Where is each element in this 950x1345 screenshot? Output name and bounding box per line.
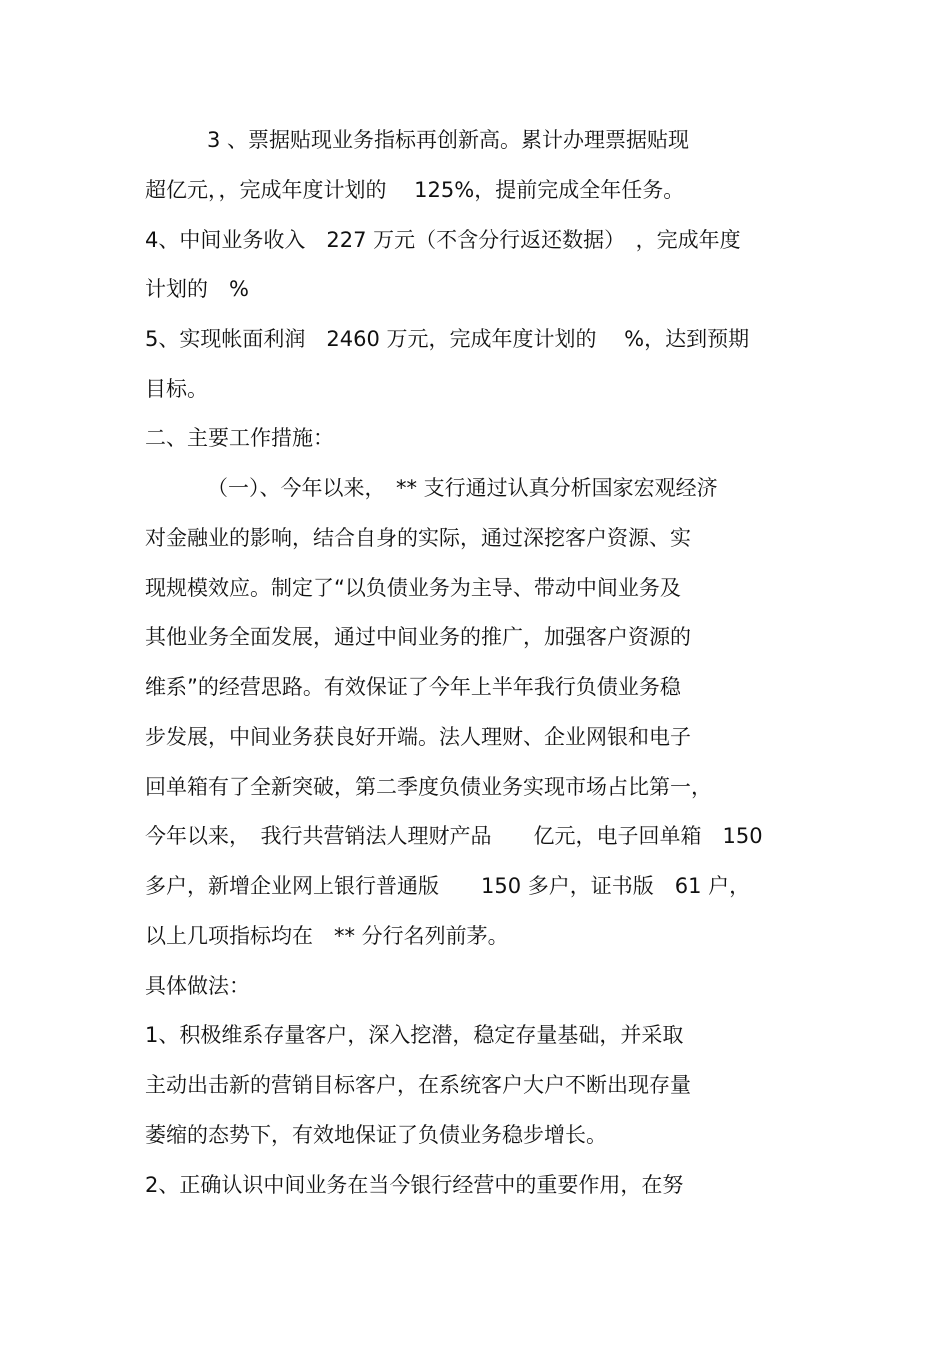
- text-line: 3 、票据贴现业务指标再创新高。累计办理票据贴现: [207, 128, 690, 152]
- text-line: 步发展，中间业务获良好开端。法人理财、企业网银和电子: [145, 725, 691, 749]
- text-line: 2、正确认识中间业务在当今银行经营中的重要作用，在努: [145, 1173, 684, 1197]
- text-line: 1、积极维系存量客户，深入挖潜，稳定存量基础，并采取: [145, 1023, 684, 1047]
- text-line: 主动出击新的营销目标客户，在系统客户大户不断出现存量: [145, 1073, 691, 1097]
- text-line: 目标。: [145, 377, 208, 401]
- text-line: 计划的 %: [145, 277, 249, 301]
- text-line: 具体做法：: [145, 974, 250, 998]
- text-line: 多户，新增企业网上银行普通版 150 多户，证书版 61 户，: [145, 874, 751, 898]
- text-line: 现规模效应。制定了“以负债业务为主导、带动中间业务及: [145, 576, 681, 600]
- text-line: 对金融业的影响，结合自身的实际，通过深挖客户资源、实: [145, 526, 691, 550]
- text-line: （一）、今年以来， ** 支行通过认真分析国家宏观经济: [207, 476, 718, 500]
- text-line: 以上几项指标均在 ** 分行名列前茅。: [145, 924, 509, 948]
- text-line: 萎缩的态势下，有效地保证了负债业务稳步增长。: [145, 1123, 607, 1147]
- text-line: 其他业务全面发展，通过中间业务的推广，加强客户资源的: [145, 625, 691, 649]
- text-line: 维系”的经营思路。有效保证了今年上半年我行负债业务稳: [145, 675, 681, 699]
- text-line: 今年以来， 我行共营销法人理财产品 亿元，电子回单箱 150: [145, 824, 763, 848]
- text-line: 超亿元，，完成年度计划的 125%，提前完成全年任务。: [145, 178, 685, 202]
- text-line: 回单箱有了全新突破，第二季度负债业务实现市场占比第一，: [145, 775, 712, 799]
- text-line: 5、实现帐面利润 2460 万元，完成年度计划的 %，达到预期: [145, 327, 750, 351]
- section-heading: 二、主要工作措施：: [145, 426, 334, 450]
- text-line: 4、中间业务收入 227 万元（不含分行返还数据） ，完成年度: [145, 228, 741, 252]
